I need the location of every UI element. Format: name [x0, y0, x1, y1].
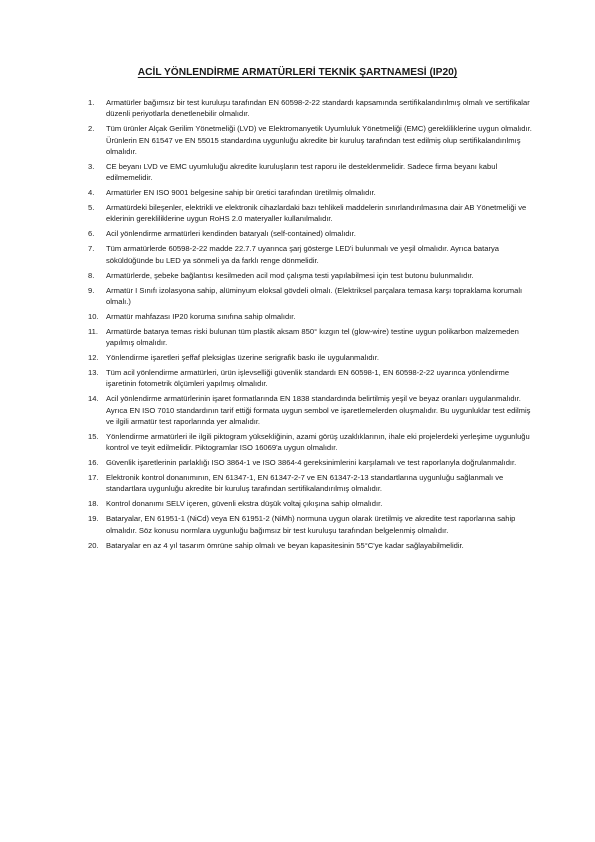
- list-item: [88, 513, 533, 536]
- list-item-number: 6.: [88, 229, 95, 239]
- list-item-number: 11.: [88, 326, 98, 336]
- list-item: [88, 228, 533, 239]
- list-item-number: 13.: [88, 368, 99, 377]
- list-item-number: 17.: [88, 473, 99, 483]
- list-item-text: Tüm armatürlerde 60598-2-22 madde 22.7.7 uyarınca şarj gösterge LED'i bulunmalı ve yeşil olmalıdır. Ayrıca batarya söküldüğünde bu LED ya sönmeli ya da farklı renge dönmelidir.: [106, 244, 500, 265]
- list-item: [88, 431, 533, 454]
- list-item-number: 20.: [88, 540, 99, 550]
- list-item-number: 8.: [88, 270, 95, 280]
- list-item-text: Yönlendirme armatürleri ile ilgili piktogram yüksekliğinin, azami görüş uzaklıklarının, ihale eki projelerdeki yerleşime uygunluğu kontrol ve teyit edilmelidir. Piktogramlar ISO 16069'a uygun olmalıdır.: [106, 431, 530, 453]
- list-item-number: 3.: [88, 161, 95, 171]
- list-item-text: Armatürlerde, şebeke bağlantısı kesilmeden acil mod çalışma testi yapılabilmesi için test butonu bulunmalıdır.: [106, 270, 474, 280]
- list-item-number: 15.: [88, 431, 99, 441]
- list-item: [88, 367, 533, 390]
- list-item: [88, 540, 533, 551]
- list-item-number: 12.: [88, 353, 99, 363]
- list-item-number: 5.: [88, 203, 95, 213]
- list-item-text: Bataryalar, EN 61951-1 (NiCd) veya EN 61951-2 (NiMh) normuna uygun olarak üretilmiş ve akredite test raporlarına sahip olmalıdır. Söz konusu normlara uygunluğu bağımsız bir test kuruluşu tarafından belgelenmiş olmalıdır.: [106, 514, 516, 535]
- list-item-text: Acil yönlendirme armatürlerinin işaret formatlarında EN 1838 standardında belirtilmiş yeşil ve beyaz oranları uygulanmalıdır. Ayrıca EN ISO 7010 standardının tarif ettiği formata uygun sembol ve işaretlemelerden oluşmalıdır. Bu uygunluklar test edilmiş ve ilgili armatür test raporlarında yer almalıdır.: [106, 394, 531, 426]
- list-item: [88, 270, 533, 281]
- list-item: [88, 202, 533, 225]
- list-item-text: Armatür I Sınıfı izolasyona sahip, alüminyum eloksal gövdeli olmalı. (Elektriksel parçalara temasa karşı topraklama korumalı olmalı.): [106, 285, 523, 306]
- list-item-text: Armatürler EN ISO 9001 belgesine sahip bir üretici tarafından üretilmiş olmalıdır.: [106, 188, 376, 198]
- list-item-number: 1.: [88, 98, 95, 107]
- list-item-text: CE beyanı LVD ve EMC uyumluluğu akredite kuruluşların test raporu ile desteklenmelidir. Sadece firma beyanı kabul edilmemelidir.: [106, 161, 498, 183]
- list-item-number: 14.: [88, 394, 99, 404]
- list-item-text: Tüm acil yönlendirme armatürleri, ürün işlevselliği güvenlik standardı EN 60598-1, EN 60598-2-22 uyarınca yönlendirme işaretinin fotometrik ölçümleri yapılmış olmalıdır.: [106, 368, 510, 389]
- list-item-number: 19.: [88, 514, 99, 524]
- list-item-text: Güvenlik işaretlerinin parlaklığı ISO 3864-1 ve ISO 3864-4 gereksinimlerini karşılamalı ve test raporlarıyla doğrulanmalıdır.: [106, 458, 517, 468]
- list-item: [88, 123, 533, 157]
- list-item-text: Elektronik kontrol donanımının, EN 61347-1, EN 61347-2-7 ve EN 61347-2-13 standartlarına uygunluğu sağlanmalı ve standartlara uygunluğu akredite bir kuruluş tarafından sertifikalandırılmış olmalıdır.: [106, 473, 504, 494]
- list-item-number: 4.: [88, 188, 95, 198]
- document-title: ACİL YÖNLENDİRME ARMATÜRLERİ TEKNİK ŞARTNAMESİ (IP20): [137, 67, 458, 78]
- list-item: [88, 457, 533, 468]
- list-item-text: Armatürde batarya temas riski bulunan tüm plastik aksam 850° kızgın tel (glow-wire) testine uygun polikarbon malzemeden yapılmış olmalıdır.: [106, 326, 519, 348]
- list-item-number: 10.: [88, 311, 99, 321]
- list-item-text: Bataryalar en az 4 yıl tasarım ömrüne sahip olmalı ve beyan kapasitesinin 55°C'ye kadar sağlayabilmelidir.: [106, 540, 464, 550]
- list-item: [88, 285, 533, 308]
- list-item-number: 7.: [88, 244, 95, 254]
- list-item-text: Kontrol donanımı SELV içeren, güvenli ekstra düşük voltaj çıkışına sahip olmalıdır.: [106, 499, 383, 509]
- list-item-number: 18.: [88, 499, 99, 509]
- list-item: [88, 161, 533, 184]
- list-item-text: Acil yönlendirme armatürleri kendinden bataryalı (self-contained) olmalıdır.: [106, 229, 356, 239]
- list-item: [88, 393, 533, 427]
- list-item-number: 16.: [88, 458, 99, 468]
- list-item-text: Armatür mahfazası IP20 koruma sınıfına sahip olmalıdır.: [106, 311, 296, 321]
- list-item: [88, 187, 533, 198]
- specification-list: [88, 97, 533, 555]
- list-item-text: Armatürler bağımsız bir test kuruluşu tarafından EN 60598-2-22 standardı kapsamında sertifikalandırılmış olmalı ve sertifikalar düzenli periyotlarla denetlenebilir olmalıdır.: [106, 98, 530, 119]
- list-item: [88, 352, 533, 363]
- list-item: [88, 243, 533, 266]
- list-item: [88, 326, 533, 349]
- list-item-text: Yönlendirme işaretleri şeffaf pleksiglas üzerine serigrafik baskı ile uygulanmalıdır.: [106, 353, 379, 363]
- list-item-number: 9.: [88, 285, 95, 295]
- list-item: [88, 311, 533, 322]
- list-item: [88, 498, 533, 509]
- list-item-text: Tüm ürünler Alçak Gerilim Yönetmeliği (LVD) ve Elektromanyetik Uyumluluk Yönetmeliği (EMC) gerekliliklerine uygun olmalıdır. Ürünlerin EN 61547 ve EN 55015 standardına uygunluğu akredite bir kuruluş tarafından test edilmiş olup sertifikalandırılmış olmalıdır.: [106, 124, 532, 156]
- list-item-number: 2.: [88, 124, 95, 134]
- list-item: [88, 97, 533, 120]
- list-item-text: Armatürdeki bileşenler, elektrikli ve elektronik cihazlardaki bazı tehlikeli maddelerin sınırlandırılmasına dair AB Yönetmeliği ve eklerinin gerekliliklerine uygun RoHS 2.0 materyaller kullanılmalıdır.: [106, 203, 527, 224]
- list-item: [88, 472, 533, 495]
